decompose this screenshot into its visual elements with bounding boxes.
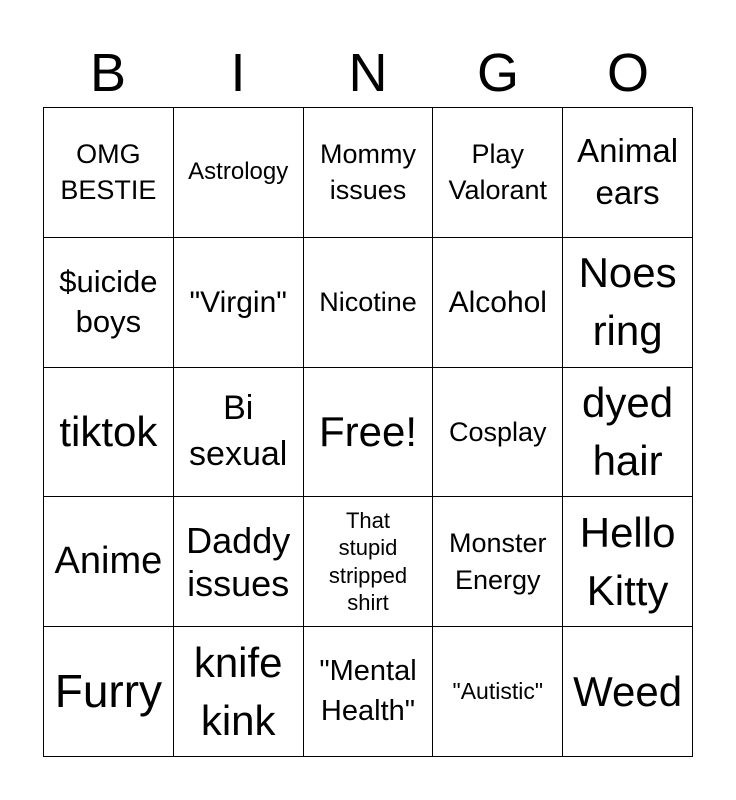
bingo-cell[interactable]: [174, 497, 304, 627]
bingo-cell[interactable]: [433, 108, 563, 238]
cell-label: That stupid stripped shirt: [328, 507, 408, 616]
bingo-cell[interactable]: [174, 238, 304, 368]
bingo-cell[interactable]: [174, 108, 304, 238]
bingo-cell[interactable]: [44, 627, 174, 757]
bingo-cell[interactable]: [174, 627, 304, 757]
cell-label: Weed: [573, 667, 683, 715]
bingo-cell[interactable]: [433, 238, 563, 368]
bingo-cell[interactable]: [433, 627, 563, 757]
header-letter-i: I: [230, 43, 246, 103]
cell-label: Animal ears: [577, 131, 679, 212]
bingo-cell[interactable]: [563, 368, 693, 498]
cell-label: Monster Energy: [449, 528, 547, 595]
cell-label: Astrology: [188, 158, 289, 186]
bingo-cell[interactable]: [304, 108, 434, 238]
cell-label: knife kink: [193, 638, 283, 744]
cell-label: Alcohol: [448, 285, 547, 319]
bingo-cell[interactable]: [304, 238, 434, 368]
bingo-cell[interactable]: [304, 497, 434, 627]
cell-label: Furry: [54, 664, 163, 717]
bingo-cell[interactable]: [563, 108, 693, 238]
bingo-cell[interactable]: [563, 627, 693, 757]
bingo-cell[interactable]: [44, 368, 174, 498]
cell-label: OMG BESTIE: [60, 138, 157, 206]
cell-label: Hello Kitty: [579, 508, 676, 614]
bingo-cell[interactable]: [304, 368, 434, 498]
bingo-board: [43, 107, 693, 757]
header-letter-n: N: [348, 43, 388, 103]
cell-label: Nicotine: [319, 286, 417, 317]
cell-label: "Virgin": [189, 285, 287, 319]
bingo-cell[interactable]: [304, 627, 434, 757]
cell-label: Mommy issues: [319, 138, 416, 206]
cell-label: dyed hair: [582, 379, 674, 484]
cell-label: "Mental Health": [319, 655, 417, 727]
header-letter-o: O: [606, 43, 649, 103]
bingo-cell[interactable]: [174, 368, 304, 498]
cell-label: tiktok: [59, 408, 158, 456]
cell-label: Bi sexual: [189, 389, 288, 473]
cell-label: Cosplay: [449, 416, 547, 447]
cell-label: Free!: [318, 408, 417, 456]
cell-label: $uicide boys: [59, 263, 158, 340]
bingo-cell[interactable]: [44, 238, 174, 368]
bingo-cell[interactable]: [563, 497, 693, 627]
header-letter-b: B: [89, 43, 127, 103]
bingo-cell[interactable]: [433, 497, 563, 627]
bingo-cell[interactable]: [44, 497, 174, 627]
bingo-cell[interactable]: [44, 108, 174, 238]
cell-label: Play Valorant: [448, 138, 548, 206]
cell-label: Anime: [54, 539, 163, 582]
bingo-cell[interactable]: [433, 368, 563, 498]
bingo-header: [43, 40, 693, 106]
cell-label: Daddy issues: [186, 519, 291, 604]
cell-label: "Autistic": [452, 678, 544, 705]
bingo-cell[interactable]: [563, 238, 693, 368]
header-letter-g: G: [476, 43, 519, 103]
cell-label: Noes ring: [578, 249, 677, 355]
